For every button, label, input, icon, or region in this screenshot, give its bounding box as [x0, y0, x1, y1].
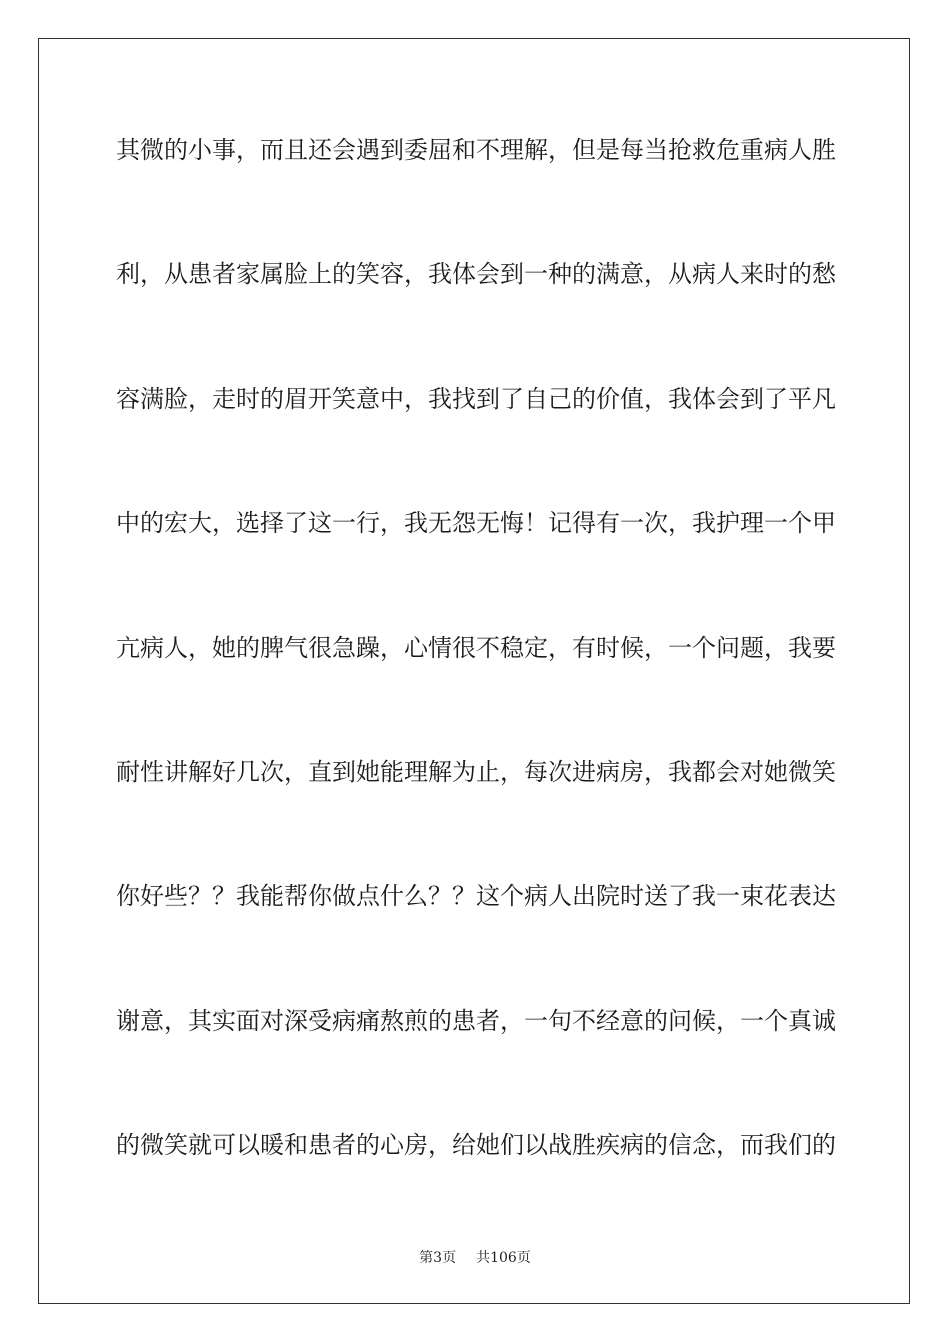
text-line: 容满脸，走时的眉开笑意中，我找到了自己的价值，我体会到了平凡: [116, 385, 836, 413]
page-footer: [0, 1247, 950, 1267]
text-line: 的微笑就可以暖和患者的心房，给她们以战胜疾病的信念，而我们的: [116, 1131, 836, 1159]
text-line: 亢病人，她的脾气很急躁，心情很不稳定，有时候，一个问题，我要: [116, 634, 836, 662]
page-border: [38, 38, 910, 1304]
text-line: 其微的小事，而且还会遇到委屈和不理解，但是每当抢救危重病人胜: [116, 136, 836, 164]
text-line: 你好些？？我能帮你做点什么？？这个病人出院时送了我一束花表达: [116, 882, 836, 910]
text-line: 利，从患者家属脸上的笑容，我体会到一种的满意，从病人来时的愁: [116, 260, 836, 288]
page-total: 共106页: [476, 1250, 531, 1266]
page-number: 第3页: [419, 1250, 457, 1266]
text-line: 谢意，其实面对深受病痛熬煎的患者，一句不经意的问候，一个真诚: [116, 1007, 836, 1035]
text-line: 耐性讲解好几次，直到她能理解为止，每次进病房，我都会对她微笑: [116, 758, 836, 786]
text-line: 中的宏大，选择了这一行，我无怨无悔！记得有一次，我护理一个甲: [116, 509, 836, 537]
